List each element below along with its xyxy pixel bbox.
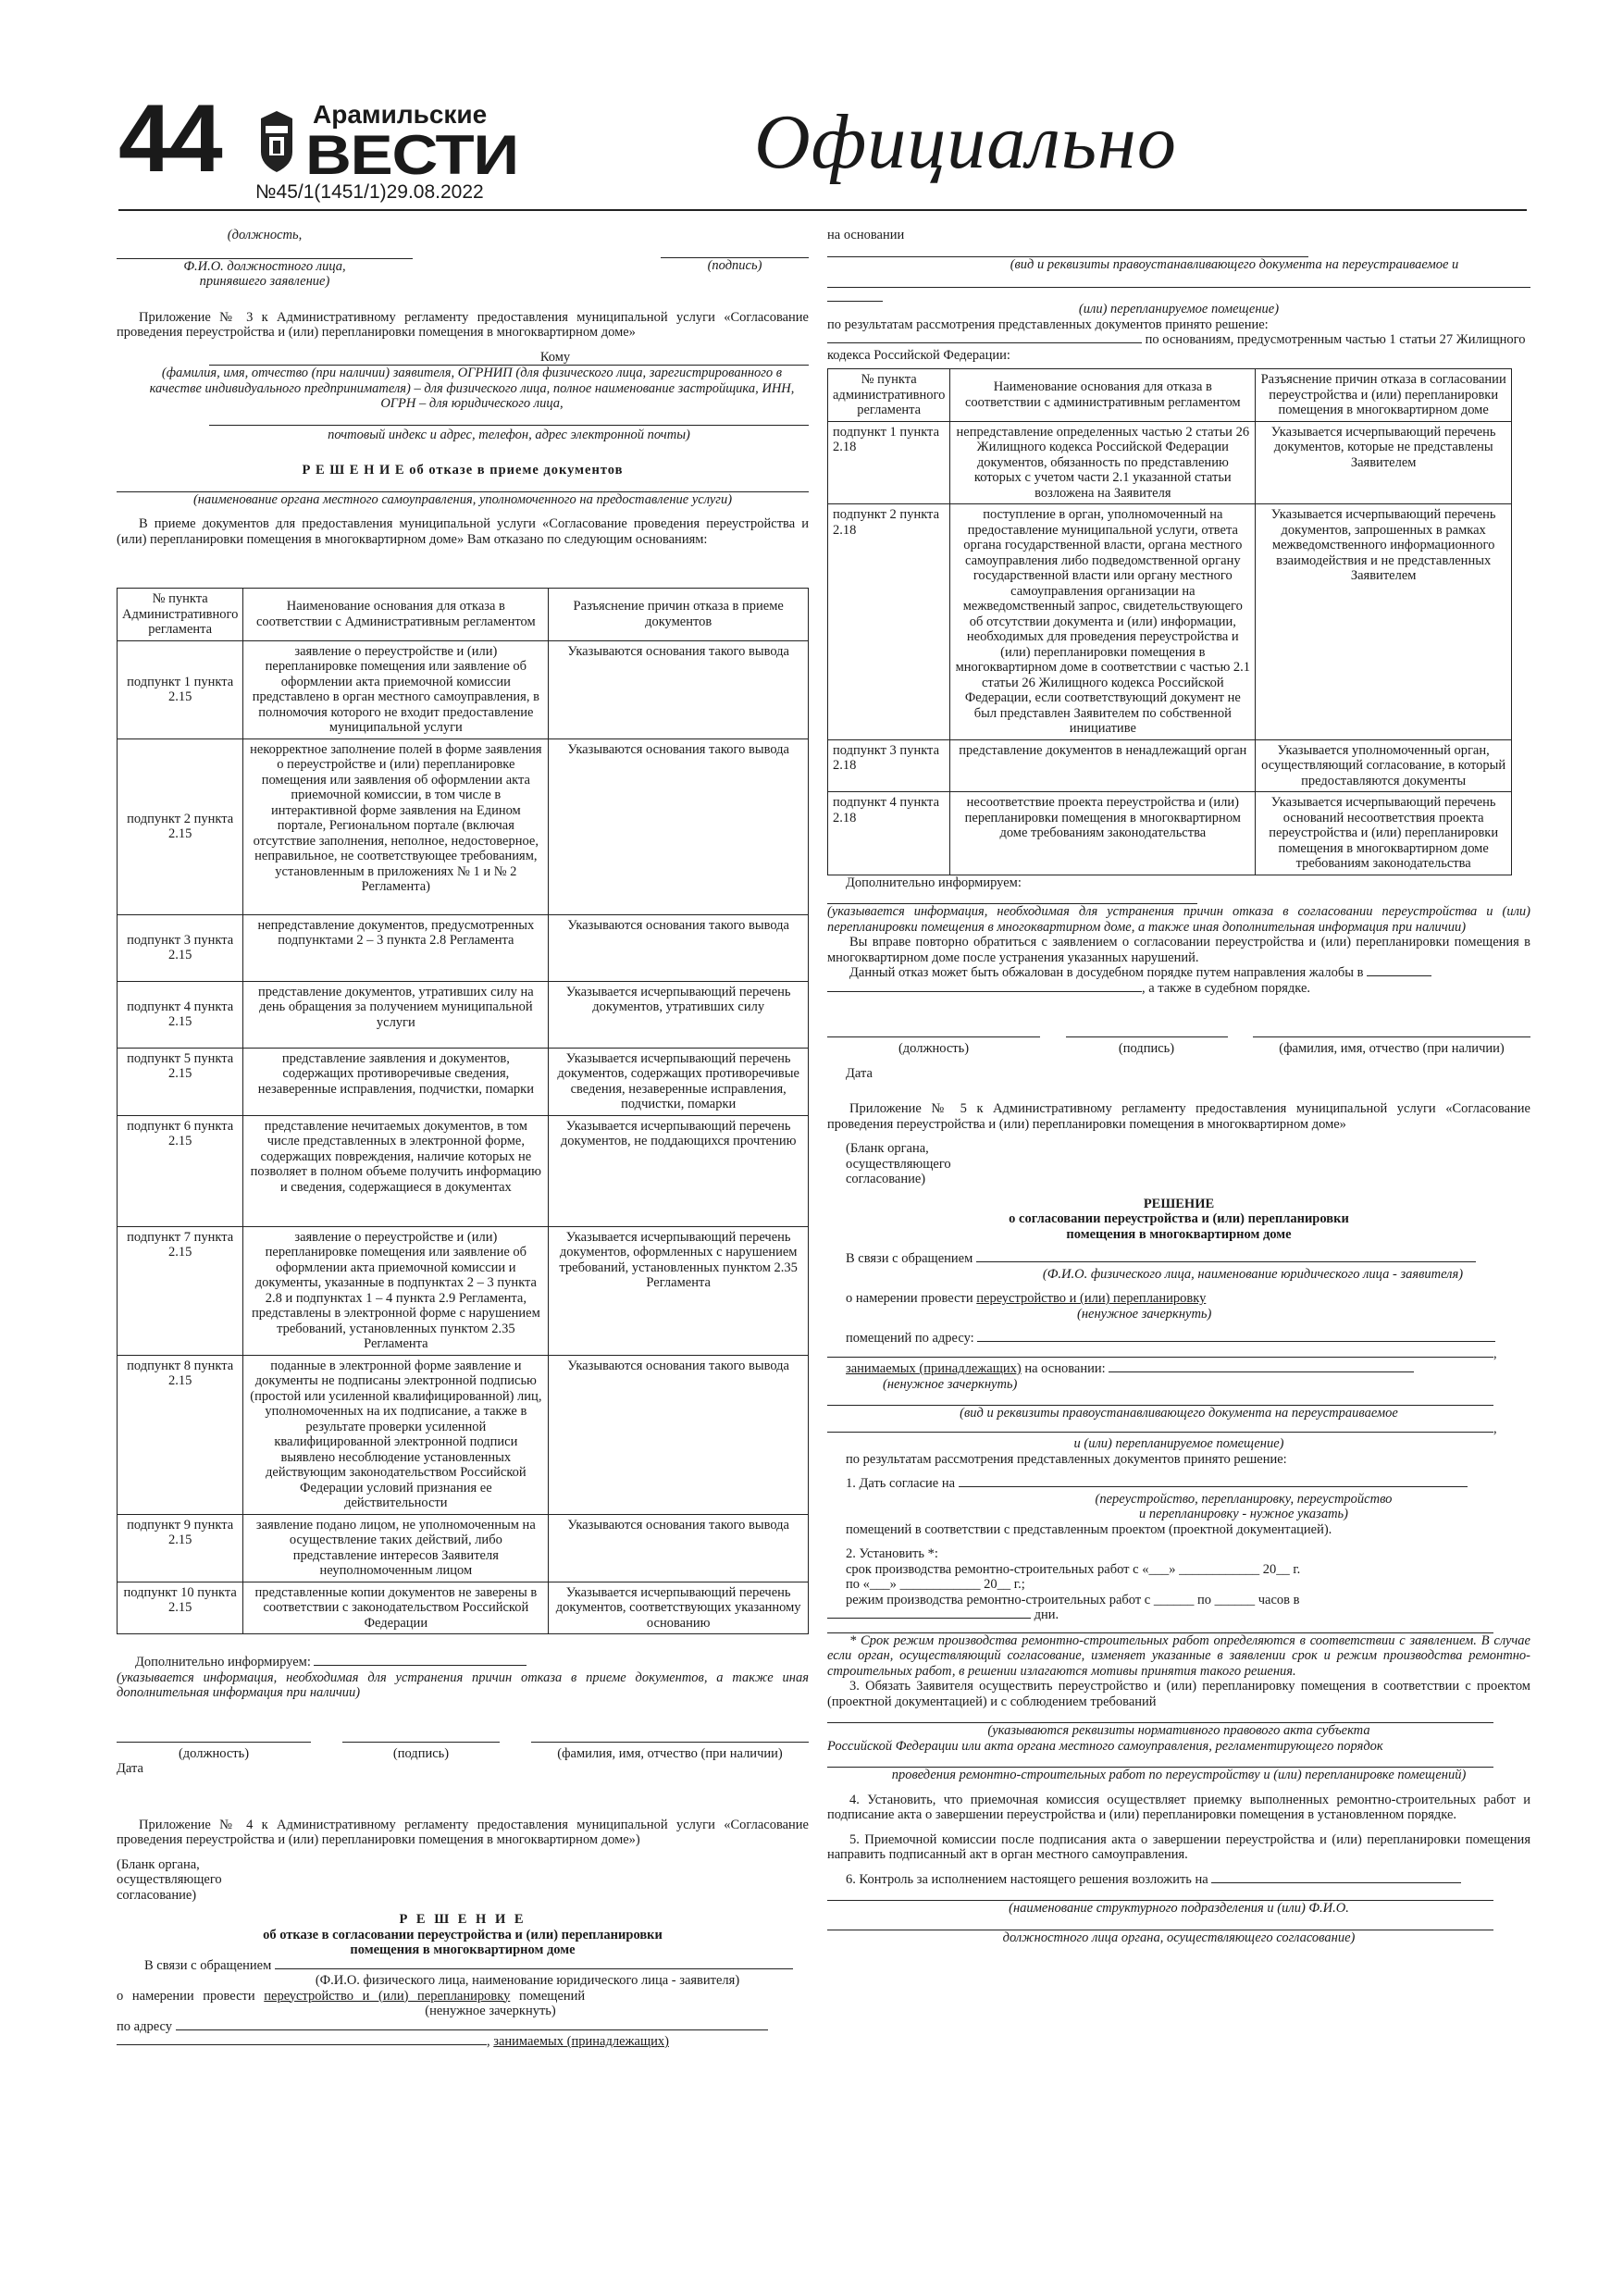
appeal-label: В связи с обращением (144, 1957, 272, 1973)
item-2-term: срок производства ремонтно-строительных работ с «___» ____________ 20__ г. (846, 1561, 1301, 1577)
left-column: (должность, Ф.И.О. должностного лица, принявшего заявление) (подпись) Приложение № 3 к Административному регламенту предоставления муниципальной услуги «Согласование проведения переустройства и (или) перепланировки помещения в многоквартирном доме» Кому (фамилия, имя, отчество (при наличии) заявителя, ОГРНИП (для физического лица, зарегистрированного в качестве индивидуального предпринимателя) – для физического лица, полное наименование застройщика, ИНН, ОГРН – для юридического лица, почтовый индекс и адрес, телефон, адрес электронной почты) Р Е Ш Е Н И Е об отказе в приеме документов (наименование органа местного самоуправления, уполномоченного на предоставление услуги) В приеме документов для предоставления муниципальной услуги «Согласование проведения переустройства и (или) перепланировки помещения в многоквартирном доме» Вам отказано по следующим основаниям: № пункта Административного регламента Наименование основания для отказа в соответствии с Административным регламентом Разъяснение причин отказа в приеме документов подпункт 1 пункта 2.15 заявление о переустройстве и (или) перепланировке помещения или заявление об оформлении акта приемочной комиссии представлено в орган местного самоуправления, в полномочия которого не входит предоставление муниципальной услуги Указываются основания такого вывода подпункт 2 пункта 2.15 некорректное заполнение полей в форме заявления о переустройстве и (или) перепланировке помещения или заявления об оформлении акта приемочной комиссии, в том числе в интерактивной форме заявления на Едином портале, Региональном портале (включая отсутствие заполнения, неполное, недостоверное, неправильное, не соответствующее требованиям, установленным в приложениях № 1 и № 2 Регламента) Указываются основания такого вывода подпункт 3 пункта 2.15 непредставление документов, предусмотренных подпунктами 2 – 3 пункта 2.8 Регламента Указываются основания такого вывода подпункт 4 пункта 2.15 представление документов, утративших силу на день обращения за получением муниципальной услуги Указывается исчерпывающий перечень документов, утративших силу подпункт 5 пункта 2.15 представление заявления и документов, содержащих противоречивые сведения, незаверенные исправления, подчистки, помарки Указывается исчерпывающий перечень документов, содержащих противоречивые сведения, незаверенные исправления, подчистки, помарки подпункт 6 пункта 2.15 представление нечитаемых документов, в том числе представленных в электронной форме, содержащих повреждения, наличие которых не позволяет в полном объеме получить информацию и сведения, содержащиеся в документах Указывается исчерпывающий перечень документов, не поддающихся прочтению подпункт 7 пункта 2.15 заявление о переустройстве и (или) перепланировке помещения или заявление об оформлении акта приемочной комиссии и документы, указанные в подпунктах 2 – 3 пункта 2.8 и подпунктах 1 – 4 пункта 2.9 Регламента, представлены в электронной форме с нарушением требований, установленных пунктом 2.35 Регламента Указывается исчерпывающий перечень документов, оформленных с нарушением требований, установленных пунктом 2.35 Регламента подпункт 8 пункта 2.15 поданные в электронной форме заявление и документы не подписаны электронной подписью (простой или усиленной квалифицированной) лиц, уполномоченных на их подписание, а также в результате проверки усиленной квалифицированной электронной подписи выявлено несоблюдение установленных действующим законодательством Российской Федерации условий признания ее действительности Указываются основания такого вывода подпункт 9 пункта 2.15 заявление подано лицом, не уполномоченным на осуществление таких действий, либо представление интересов Заявителя неуполномоченным лицом Указываются основания такого вывода подпункт 10 пункта 2.15 представленные копии документов не заверены в соответствии с законодательством Российской Федерации Указывается исчерпывающий перечень документов, соответствующих указанному основанию Дополнительно информируем: (указывается информация, необходимая для устранения причин отказа в приеме документов, а также иная дополнительная информация при наличии) (должность) (подпись) (фамилия, имя, отчество (при наличии) Дата Приложение № 4 к Административному регламенту предоставления муниципальной услуги «Согласование проведения переустройства и (или) перепланировки помещения в многоквартирном доме») (Бланк органа, осуществляющего согласование) Р Е Ш Е Н И Е об отказе в согласовании переустройства и (или) перепланировки помещения в многоквартирном доме В связи с обращением (Ф.И.О. физического лица, наименование юридического лица - заявителя) о намерении провести переустройство и (или) перепланировку помещений (ненужное зачеркнуть) по адресу , занимаемых (принадлежащих) (117, 228, 809, 2049)
item-1-hint: (переустройство, перепланировку, переустройство (1095, 1491, 1393, 1507)
occupied-label: занимаемых (принадлежащих) (493, 2034, 669, 2049)
table-cell: подпункт 3 пункта 2.15 (118, 914, 243, 981)
table-cell: Указываются основания такого вывода (549, 1514, 809, 1582)
to-hint: (фамилия, имя, отчество (при наличии) заявителя, ОГРНИП (для физического лица, зарегистрированного в качестве индивидуального предпринимателя) – для физического лица, полное наименование застройщика, ИНН, ОГРН – для юридического лица, (149, 366, 795, 411)
table-cell: Указывается исчерпывающий перечень документов, оформленных с нарушением требований, установленных пунктом 2.35 Регламента (549, 1226, 809, 1355)
table-header-cell: № пункта административного регламента (828, 369, 950, 422)
table-cell: непредставление определенных частью 2 статьи 26 Жилищного кодекса Российской Федерации документов, обязанность по представлению которых с учетом части 2.1 указанной статьи возложена на Заявителя (950, 421, 1256, 504)
item-6-hint-2: должностного лица органа, осуществляющего согласование) (1002, 1930, 1356, 1945)
table-cell: заявление о переустройстве и (или) перепланировке помещения или заявление об оформлении акта приемочной комиссии и документы, указанные в подпунктах 2 – 3 пункта 2.8 и подпунктах 1 – 4 пункта 2.9 Регламента, представлены в электронной форме с нарушением требований, установленных пунктом 2.35 Регламента (243, 1226, 549, 1355)
right-column: на основании (вид и реквизиты правоустанавливающего документа на переустраиваемое и (или) перепланируемое помещение) по результатам рассмотрения представленных документов принято решение: по основаниям, предусмотренным частью 1 статьи 27 Жилищного кодекса Российской Федерации: № пункта административного регламента Наименование основания для отказа в соответствии с административным регламентом Разъяснение причин отказа в согласовании переустройства и (или) перепланировки помещения в многоквартирном доме подпункт 1 пункта 2.18 непредставление определенных частью 2 статьи 26 Жилищного кодекса Российской Федерации документов, обязанность по представлению которых с учетом части 2.1 указанной статьи возложена на Заявителя Указывается исчерпывающий перечень документов, которые не представлены Заявителем подпункт 2 пункта 2.18 поступление в орган, уполномоченный на предоставление муниципальной услуги, ответа органа государственной власти, органа местного самоуправления либо подведомственной органу государственной власти или органу местного самоуправления организации на межведомственный запрос, свидетельствующего об отсутствии документа и (или) информации, необходимых для проведения переустройства и (или) перепланировки помещения в многоквартирном доме в соответствии с частью 2.1 статьи 26 Жилищного кодекса Российской Федерации, если соответствующий документ не был представлен Заявителем по собственной инициативе Указывается исчерпывающий перечень документов, запрошенных в рамках межведомственного информационного взаимодействия и не представленных Заявителем подпункт 3 пункта 2.18 представление документов в ненадлежащий орган Указывается уполномоченный орган, осуществляющий согласование, в который предоставляются документы подпункт 4 пункта 2.18 несоответствие проекта переустройства и (или) перепланировки помещения в многоквартирном доме требованиям законодательства Указывается исчерпывающий перечень оснований несоответствия проекта переустройства и (или) перепланировки помещения в многоквартирном доме требованиям законодательства Дополнительно информируем: (указывается информация, необходимая для устранения причин отказа в согласовании переустройства и (или) перепланировки помещения в многоквартирном доме, а также иная дополнительная информация при наличии) Вы вправе повторно обратиться с заявлением о согласовании переустройства и (или) перепланировки помещения в многоквартирном доме после устранения указанных нарушений. Данный отказ может быть обжалован в досудебном порядке путем направления жалобы в , а также в судебном порядке. (должность) (подпись) (фамилия, имя, отчество (при наличии) Дата Приложение № 5 к Административному регламенту предоставления муниципальной услуги «Согласование проведения переустройства и (или) перепланировки помещения в многоквартирном доме» (Бланк органа, осуществляющего согласование) РЕШЕНИЕ о согласовании переустройства и (или) перепланировки помещения в многоквартирном доме В связи с обращением (Ф.И.О. физического лица, наименование юридического лица - заявителя) о намерении провести переустройство и (или) перепланировку (ненужное зачеркнуть) помещений по адресу: , занимаемых (принадлежащих) на основании: (ненужное зачеркнуть) (вид и реквизиты правоустанавливающего документа на переустраиваемое , и (или) перепланируемое помещение) по результатам рассмотрения представленных документов принято решение: 1. Дать согласие на (переустройство, перепланировку, переустройство и перепланировку - нужное указать) помещений в соответствии с представленным проектом (проектной документацией). 2. Установить *: срок производства ремонтно-строительных работ с «___» ____________ 20__ г. по «___» ____________ 20__ г.; режим производства ремонтно-строительных работ с ______ по ______ часов в дни. * Срок режим производства ремонтно-строительных работ определяются в соответствии с заявлением. В случае если орган, осуществляющий согласование, изменяет указанные в заявлении срок и режим производства ремонтно-строительных работ, в решении излагаются мотивы принятия такого решения. 3. Обязать Заявителя осуществить переустройство и (или) перепланировку помещения в соответствии с проектом (проектной документацией) и с соблюдением требований (указываются реквизиты нормативного правового акта субъекта Российской Федерации или акта органа местного самоуправления, регламентирующего порядок проведения ремонтно-строительных работ по переустройству и (или) перепланировке помещений) 4. Установить, что приемочная комиссия осуществляет приемку выполненных ремонтно-строительных работ и подписание акта о завершении переустройства и (или) перепланировки помещения в установленном порядке. 5. Приемочной комиссии после подписания акта о завершении переустройства и (или) перепланировки помещения направить подписанный акт в орган местного самоуправления. 6. Контроль за исполнением настоящего решения возложить на (наименование структурного подразделения и (или) Ф.И.О. должностного лица органа, осуществляющего согласование) (827, 228, 1530, 1945)
table-cell: поданные в электронной форме заявление и документы не подписаны электронной подписью (простой или усиленной квалифицированной) лиц, уполномоченных на их подписание, а также в результате проверки усиленной квалифицированной электронной подписи выявлено несоблюдение установленных действующим законодательством Российской Федерации условий признания ее действительности (243, 1355, 549, 1514)
header-rule (118, 209, 1527, 211)
table-header-row (118, 589, 809, 641)
intent-label: о намерении провести (117, 1988, 255, 2004)
sig-name-hint: Ф.И.О. должностного лица, (183, 258, 346, 274)
appeal-label: В связи с обращением (846, 1251, 973, 1266)
address-label: по адресу (117, 2018, 172, 2034)
occupied-label: занимаемых (принадлежащих) (846, 1361, 1022, 1376)
blank-label: (Бланк органа, осуществляющего согласование) (117, 1856, 222, 1903)
intent-label: о намерении провести (846, 1291, 973, 1306)
item-1-hint-2: и перепланировку - нужное указать) (1139, 1507, 1348, 1521)
table-cell: подпункт 4 пункта 2.18 (828, 792, 950, 875)
table-row (828, 739, 1512, 792)
cross-out-hint: (ненужное зачеркнуть) (1077, 1306, 1212, 1322)
decision2-sub1: об отказе в согласовании переустройства и (или) перепланировки (263, 1927, 663, 1942)
logo-subtitle: Арамильские (313, 100, 488, 129)
item-1: 1. Дать согласие на (846, 1476, 956, 1491)
section-title: Официально (754, 99, 1177, 185)
item-2-to: по «___» ____________ 20__ г.; (846, 1577, 1025, 1592)
to-label: Кому (539, 349, 571, 365)
sig-sign: (подпись) (1066, 1036, 1228, 1057)
table-cell: подпункт 7 пункта 2.15 (118, 1226, 243, 1355)
table-cell: Указывается исчерпывающий перечень документов, не поддающихся прочтению (549, 1115, 809, 1226)
table-cell: представление заявления и документов, содержащих противоречивые сведения, незаверенные исправления, подчистки, помарки (243, 1048, 549, 1115)
table-header-row (828, 369, 1512, 422)
item-6-hint: (наименование структурного подразделения и (или) Ф.И.О. (1009, 1901, 1349, 1916)
table-cell: Указывается исчерпывающий перечень документов, соответствующих указанному основанию (549, 1582, 809, 1634)
premises-label: помещений по адресу: (846, 1331, 974, 1346)
table-cell: Указываются основания такого вывода (549, 738, 809, 914)
table-cell: Указывается исчерпывающий перечень документов, запрошенных в рамках межведомственного информационного взаимодействия и не представленных Заявителем (1256, 504, 1512, 740)
table-row (118, 1048, 809, 1115)
table-row (118, 1582, 809, 1634)
issue-line: №45/1(1451/1)29.08.2022 (255, 181, 484, 203)
sig-sign-hint: (подпись) (707, 258, 762, 273)
city-emblem-icon (257, 109, 296, 174)
table-cell: подпункт 8 пункта 2.15 (118, 1355, 243, 1514)
table-row (118, 738, 809, 914)
intent-tail: помещений (518, 1988, 586, 2004)
refusal-table (117, 588, 809, 1634)
doc-hint-2: и (или) перепланируемое помещение) (1073, 1436, 1284, 1451)
table-header-cell: № пункта Административного регламента (118, 589, 243, 641)
basis-hint-2: (или) перепланируемое помещение) (1078, 302, 1280, 316)
signature-block (827, 1036, 1530, 1057)
table-row (828, 792, 1512, 875)
table-cell: представление документов в ненадлежащий орган (950, 739, 1256, 792)
table-cell: подпункт 5 пункта 2.15 (118, 1048, 243, 1115)
refusal-reasons-table (827, 368, 1512, 875)
table-cell: представленные копии документов не заверены в соответствии с законодательством Российской Федерации (243, 1582, 549, 1634)
table-cell: подпункт 4 пункта 2.15 (118, 981, 243, 1048)
table-cell: представление нечитаемых документов, в том числе представленных в электронной форме, содержащих повреждения, наличие которых не позволяет в полном объеме получить информацию и сведения, содержащиеся в документах (243, 1115, 549, 1226)
table-cell: Указывается исчерпывающий перечень оснований несоответствия проекта переустройства и (или) перепланировки помещения в многоквартирном доме требованиям законодательства (1256, 792, 1512, 875)
table-cell: заявление о переустройстве и (или) перепланировке помещения или заявление об оформлении акта приемочной комиссии представлено в орган местного самоуправления, в полномочия которого не входит предоставление муниципальной услуги (243, 640, 549, 738)
sig-sign: (подпись) (342, 1742, 500, 1762)
footnote: * Срок режим производства ремонтно-строительных работ определяются в соответствии с заявлением. В случае если орган, осуществляющий согласование, изменяет указанные в заявлении срок и режим производства ремонтно-строительных работ, в решении излагаются мотивы принятия такого решения. (827, 1632, 1530, 1679)
table-cell: подпункт 1 пункта 2.15 (118, 640, 243, 738)
item-2: 2. Установить *: (846, 1546, 938, 1561)
decision2-title: Р Е Ш Е Н И Е (399, 1912, 527, 1927)
sig-position-hint: (должность, (227, 228, 303, 242)
occupied-basis: на основании: (1024, 1361, 1106, 1376)
table-row (118, 1514, 809, 1582)
table-cell: подпункт 6 пункта 2.15 (118, 1115, 243, 1226)
result-text-2: по основаниям, предусмотренным частью 1 статьи 27 Жилищного кодекса Российской Федерации: (827, 332, 1526, 363)
sig-name: (фамилия, имя, отчество (при наличии) (531, 1742, 809, 1762)
decision-sub2: помещения в многоквартирном доме (1066, 1226, 1292, 1242)
appeal-hint: (Ф.И.О. физического лица, наименование юридического лица - заявителя) (1042, 1266, 1464, 1282)
address-hint: почтовый индекс и адрес, телефон, адрес электронной почты) (328, 427, 690, 442)
add-info-label: Дополнительно информируем: (846, 875, 1022, 890)
table-cell: подпункт 10 пункта 2.15 (118, 1582, 243, 1634)
sig-position: (должность) (117, 1742, 311, 1762)
table-header-cell: Разъяснение причин отказа в приеме документов (549, 589, 809, 641)
table-row (828, 421, 1512, 504)
appeal-hint: (Ф.И.О. физического лица, наименование юридического лица - заявителя) (315, 1973, 740, 1988)
table-cell: Указывается исчерпывающий перечень документов, утративших силу (549, 981, 809, 1048)
item-2-mode: режим производства ремонтно-строительных работ с ______ по ______ часов в (846, 1592, 1300, 1607)
table-cell: Указываются основания такого вывода (549, 1355, 809, 1514)
table-cell: подпункт 2 пункта 2.18 (828, 504, 950, 740)
result-label: по результатам рассмотрения представленных документов принято решение: (846, 1451, 1287, 1467)
table-cell: подпункт 9 пункта 2.15 (118, 1514, 243, 1582)
item-5: 5. Приемочной комиссии после подписания акта о завершении переустройства и (или) перепланировки помещения направить подписанный акт в орган местного самоуправления. (827, 1831, 1530, 1862)
blank-label: (Бланк органа, осуществляющего согласование) (846, 1141, 951, 1186)
table-row (828, 504, 1512, 740)
date-label: Дата (117, 1761, 143, 1776)
table-cell: несоответствие проекта переустройства и (или) перепланировки помещения в многоквартирном доме требованиям законодательства (950, 792, 1256, 875)
item-3-hint-2: Российской Федерации или акта органа местного самоуправления, регламентирующего порядок (827, 1738, 1383, 1754)
table-row (118, 914, 809, 981)
table-cell: Указываются основания такого вывода (549, 914, 809, 981)
table-cell: подпункт 3 пункта 2.18 (828, 739, 950, 792)
signature-block (117, 1742, 809, 1762)
table-cell: Указывается уполномоченный орган, осуществляющий согласование, в который предоставляются документы (1256, 739, 1512, 792)
decision-sub1: о согласовании переустройства и (или) перепланировки (1009, 1211, 1349, 1226)
date-label: Дата (846, 1065, 873, 1081)
add-info-hint: (указывается информация, необходимая для устранения причин отказа в согласовании переустройства и (или) перепланировки помещения в многоквартирном доме, а также иная дополнительная информация при наличии) (827, 904, 1530, 935)
item-4: 4. Установить, что приемочная комиссия осуществляет приемку выполненных ремонтно-строительных работ и подписание акта о завершении переустройства и (или) перепланировки помещения в установленном порядке. (827, 1792, 1530, 1822)
decision-title: РЕШЕНИЕ (1143, 1196, 1215, 1211)
appendix-4-title: Приложение № 4 к Административному регламенту предоставления муниципальной услуги «Согласование проведения переустройства и (или) перепланировки помещения в многоквартирном доме») (117, 1817, 809, 1847)
sig-received-hint: принявшего заявление) (199, 274, 330, 289)
appeal-note-2: , а также в судебном порядке. (1142, 980, 1311, 996)
add-info-hint: (указывается информация, необходимая для устранения причин отказа в приеме документов, а также иная дополнительная информация при наличии) (117, 1669, 809, 1700)
decision2-sub2: помещения в многоквартирном доме (350, 1942, 576, 1957)
table-row (118, 1115, 809, 1226)
table-row (118, 640, 809, 738)
item-2-days: дни. (1034, 1607, 1059, 1622)
table-cell: представление документов, утративших силу на день обращения за получением муниципальной услуги (243, 981, 549, 1048)
intro-text: В приеме документов для предоставления муниципальной услуги «Согласование проведения переустройства и (или) перепланировки помещения в многоквартирном доме» Вам отказано по следующим основаниям: (117, 516, 809, 547)
item-3-hint-3: проведения ремонтно-строительных работ по переустройству и (или) перепланировке помещений) (891, 1768, 1467, 1782)
basis-label: на основании (827, 228, 905, 242)
table-header-cell: Разъяснение причин отказа в согласовании переустройства и (или) перепланировки помещения в многоквартирном доме (1256, 369, 1512, 422)
table-cell: поступление в орган, уполномоченный на предоставление муниципальной услуги, ответа органа государственной власти, органа местного самоуправления либо подведомственной органу государственной власти или органу местного самоуправления организации на межведомственный запрос, свидетельствующего об отсутствии документа и (или) информации, необходимых для проведения переустройства и (или) перепланировки помещения в многоквартирном доме в соответствии с частью 2.1 статьи 26 Жилищного кодекса Российской Федерации, если соответствующий документ не был представлен Заявителем по собственной инициативе (950, 504, 1256, 740)
appendix-3-title: Приложение № 3 к Административному регламенту предоставления муниципальной услуги «Согласование проведения переустройства и (или) перепланировки помещения в многоквартирном доме» (117, 309, 809, 340)
table-header-cell: Наименование основания для отказа в соответствии с Административным регламентом (243, 589, 549, 641)
item-3-hint: (указываются реквизиты нормативного правового акта субъекта (987, 1723, 1370, 1738)
table-row (118, 1355, 809, 1514)
result-text: по результатам рассмотрения представленных документов принято решение: (827, 316, 1269, 332)
appeal-note: Данный отказ может быть обжалован в досудебном порядке путем направления жалобы в (849, 965, 1364, 980)
logo-title: ВЕСТИ (305, 124, 518, 186)
table-cell: подпункт 1 пункта 2.18 (828, 421, 950, 504)
basis-hint: (вид и реквизиты правоустанавливающего документа на переустраиваемое и (1010, 256, 1459, 272)
intent-choice: переустройство и (или) перепланировку (976, 1291, 1207, 1306)
item-3: 3. Обязать Заявителя осуществить переустройство и (или) перепланировку помещения в соответствии с проектом (проектной документацией) и с соблюдением требований (827, 1679, 1530, 1709)
table-cell: Указывается исчерпывающий перечень документов, содержащих противоречивые сведения, незаверенные исправления, подчистки, помарки (549, 1048, 809, 1115)
item-6: 6. Контроль за исполнением настоящего решения возложить на (846, 1871, 1208, 1887)
cross-out-hint: (ненужное зачеркнуть) (425, 2004, 556, 2018)
sig-position: (должность) (827, 1036, 1040, 1057)
repeat-text: Вы вправе повторно обратиться с заявлением о согласовании переустройства и (или) перепланировки помещения в многоквартирном доме после устранения указанных нарушений. (827, 935, 1530, 965)
item-1-text: помещений в соответствии с представленным проектом (проектной документацией). (846, 1521, 1332, 1537)
doc-hint: (вид и реквизиты правоустанавливающего документа на переустраиваемое (960, 1406, 1398, 1421)
table-cell: Указывается исчерпывающий перечень документов, которые не представлены Заявителем (1256, 421, 1512, 504)
table-row (118, 981, 809, 1048)
decision-title: Р Е Ш Е Н И Е об отказе в приеме документов (302, 463, 624, 478)
table-header-cell: Наименование основания для отказа в соответствии с административным регламентом (950, 369, 1256, 422)
intent-choice: переустройство и (или) перепланировку (264, 1988, 511, 2004)
appendix-5-title: Приложение № 5 к Административному регламенту предоставления муниципальной услуги «Согласование проведения переустройства и (или) перепланировки помещения в многоквартирном доме» (827, 1101, 1530, 1132)
table-cell: Указываются основания такого вывода (549, 640, 809, 738)
table-row (118, 1226, 809, 1355)
sig-name: (фамилия, имя, отчество (при наличии) (1253, 1036, 1530, 1057)
page-number: 44 (118, 85, 220, 192)
org-hint: (наименование органа местного самоуправления, уполномоченного на предоставление услуги) (192, 491, 733, 507)
add-info-label: Дополнительно информируем: (135, 1655, 311, 1669)
table-cell: подпункт 2 пункта 2.15 (118, 738, 243, 914)
table-cell: заявление подано лицом, не уполномоченным на осуществление таких действий, либо представление интересов Заявителя неуполномоченным лицом (243, 1514, 549, 1582)
cross-out-hint-2: (ненужное зачеркнуть) (883, 1376, 1018, 1392)
table-cell: некорректное заполнение полей в форме заявления о переустройстве и (или) перепланировке помещения или заявления об оформлении акта приемочной комиссии, в том числе в интерактивной форме заявления на Едином портале, Региональном портале (включая отсутствие заполнения, неполное, недостоверное, неправильное, не соответствующее требованиям, установленным в приложениях № 1 и № 2 Регламента) (243, 738, 549, 914)
table-cell: непредставление документов, предусмотренных подпунктами 2 – 3 пункта 2.8 Регламента (243, 914, 549, 981)
